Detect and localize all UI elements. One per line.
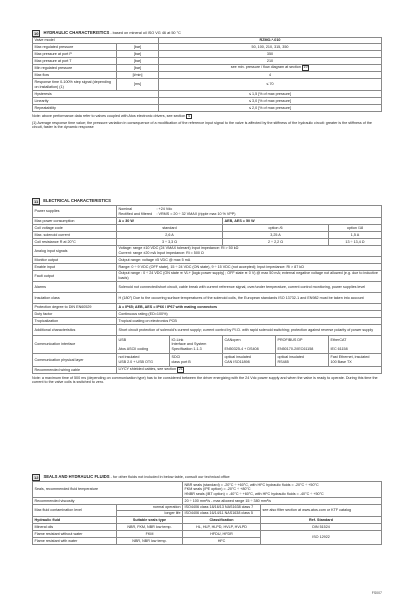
- row-label: Coil resistance R at 20°C: [33, 239, 117, 246]
- row-value: Continuous rating (ED=100%): [117, 311, 382, 318]
- row-sublabel: normal operation: [117, 505, 183, 511]
- row-value: 50, 100, 210, 315, 350: [159, 44, 382, 51]
- row-label: Insulation class: [33, 293, 117, 304]
- section-header: [32, 473, 382, 481]
- row-unit: [bar]: [117, 44, 159, 51]
- row-label: Min regulated pressure: [33, 65, 117, 72]
- section-hydraulic: [32, 29, 382, 130]
- row-value: ISO4406 class 16/14/11 NAS1638 class 5: [183, 511, 261, 517]
- section-number: 11: [34, 198, 39, 204]
- row-note: see also filter section at www.atos.com or KTF catalog: [261, 505, 382, 517]
- row-value: ≤ 70: [159, 79, 382, 91]
- section-seals: [32, 473, 382, 545]
- row-value: 2,6 A: [117, 232, 223, 239]
- phys-cell: Fast Ethernet, insulated 100 Base TX: [329, 354, 382, 367]
- row-value: 4: [159, 72, 382, 79]
- page-code: FS007: [371, 591, 382, 595]
- row-label: Response time 0-100% step signal (depending on installation) (1): [33, 79, 117, 91]
- row-value: 3 ÷ 3,3 Ω: [117, 239, 223, 246]
- note-response-time: (1) Average response time value; the pressure variation in consequence of a modification of the reference input signal to the valve is affected by the stiffness of the hydraulic circuit: greater is the stiffness of the circuit, faster is the dynamic response: [32, 120, 372, 130]
- section-number: 12: [34, 474, 39, 480]
- row-label: Max pressure at port T: [33, 58, 117, 65]
- section-title: SEALS AND HYDRAULIC FLUIDS - for other fluids not included in below table, consult our technical office: [43, 474, 230, 480]
- comm-cell: CANopen EN50325-4 + DS408: [223, 336, 276, 354]
- row-value: A = IP65; AEB, AES = IP66 / IP67 with mating connectors: [117, 304, 382, 311]
- row-label: Hysteresis: [33, 91, 159, 98]
- row-unit: [bar]: [117, 58, 159, 65]
- row-value: Solenoid not connected/short circuit, cable break with current reference signal, over/under temperature, current control monitoring, power supplies level: [117, 282, 382, 293]
- row-label: Additional characteristics: [33, 325, 117, 336]
- table-header-label: Valve model: [33, 38, 159, 44]
- row-label: Tropicalization: [33, 318, 117, 325]
- class-cell: HL, HLP, HLPD, HVLP, HVLPD: [183, 524, 261, 531]
- row-value: option /18: [329, 225, 382, 232]
- section-electrical: [32, 197, 382, 385]
- class-cell: HFDU, HFDR: [183, 531, 261, 538]
- seals-cell: NBR, FKM, NBR low temp.: [117, 524, 183, 531]
- phys-cell: optical insulated RS485: [276, 354, 329, 367]
- row-value: ≤ 1,5 [% of max pressure]: [159, 91, 382, 98]
- row-value: 13 ÷ 13,4 Ω: [329, 239, 382, 246]
- row-value: 350: [159, 51, 382, 58]
- row-label: Power supplies: [33, 206, 117, 218]
- row-label: Coil voltage code: [33, 225, 117, 232]
- row-value: Nominal : +24 Vdc Rectified and filtered : VRMS = 20 ÷ 32 VMAX (ripple max 10 % VPP): [117, 206, 382, 218]
- row-value: A = 30 W: [117, 218, 223, 225]
- row-value: LiYCY shielded cables, see section 21: [117, 367, 382, 374]
- col-header: Suitable seals type: [117, 517, 183, 524]
- seals-table: [32, 481, 382, 545]
- row-value: Output range: voltage ±5 VDC @ max 5 mA: [117, 257, 382, 264]
- fluid-cell: Flame resistant with water: [33, 538, 117, 545]
- row-value: see min. pressure / flow diagram at section 19: [159, 65, 382, 72]
- row-label: Fault output: [33, 271, 117, 282]
- section-title: HYDRAULIC CHARACTERISTICS - based on mineral oil ISO VG 46 at 50 °C: [43, 30, 181, 36]
- ref-cell: DIN 51524: [261, 524, 382, 531]
- note-performance: Note: above performance data refer to valves coupled with Atos electronic drivers, see section 4: [32, 113, 191, 118]
- row-label: Alarms: [33, 282, 117, 293]
- row-value: standard: [117, 225, 223, 232]
- seals-cell: NBR, NBR low temp.: [117, 538, 183, 545]
- class-cell: HFC: [183, 538, 261, 545]
- row-value: AEB, AES = 50 W: [223, 218, 382, 225]
- section-ref[interactable]: 21: [178, 367, 183, 372]
- row-value: ≤ 2,0 [% of max pressure]: [159, 105, 382, 112]
- row-label: Seals, recommended fluid temperature: [33, 482, 183, 498]
- row-value: ≤ 3,0 [% of max pressure]: [159, 98, 382, 105]
- col-header: Ref. Standard: [261, 517, 382, 524]
- phys-cell: optical insulated CAN ISO11898: [223, 354, 276, 367]
- row-value: Short circuit protection of solenoid's current supply; current control by P.I.D. with rapid solenoid switching; protection against reverse polarity of power supply: [117, 325, 382, 336]
- row-value: 2 ÷ 2,2 Ω: [223, 239, 329, 246]
- table-row: [33, 524, 382, 531]
- row-value: Range: 0 ÷ 9 VDC (OFF state), 15 ÷ 24 VDC (ON state), 9 ÷ 15 VDC (not accepted); Input impedance: Ri > 87 kΩ: [117, 264, 382, 271]
- section-header: [32, 197, 382, 205]
- row-label: Max fluid contamination level: [33, 505, 117, 517]
- col-header: Classification: [183, 517, 261, 524]
- comm-cell: PROFIBUS DP EN50170-2/IEC61158: [276, 336, 329, 354]
- row-label: Communication interface: [33, 336, 117, 354]
- row-label: Duty factor: [33, 311, 117, 318]
- row-label: Communication physical layer: [33, 354, 117, 367]
- section-number: 10: [34, 30, 39, 36]
- row-unit: [bar]: [117, 51, 159, 58]
- hydraulic-table: [32, 37, 382, 112]
- row-label: Monitor output: [33, 257, 117, 264]
- comm-cell: IO-Link Interface and System Specification 1.1.3: [170, 336, 223, 354]
- comm-cell: EtherCAT IEC 61158: [329, 336, 382, 354]
- row-value: 210: [159, 58, 382, 65]
- row-label: Recommended viscosity: [33, 498, 183, 505]
- row-value: 3,25 A: [223, 232, 329, 239]
- row-label: Enable input: [33, 264, 117, 271]
- table-row: [33, 531, 382, 538]
- phys-cell: not insulated USB 2.0 + USB OTG: [117, 354, 170, 367]
- ref-cell: ISO 12922: [261, 531, 382, 545]
- row-label: Max pressure at port P: [33, 51, 117, 58]
- comm-cell: USB Atos ASCII coding: [117, 336, 170, 354]
- row-label: Repeatability: [33, 105, 159, 112]
- row-value: Voltage: range ±10 VDC (24 VMAX tolerant) Input impedance: Ri > 50 kΩ Current: range ±20 mA Input impedance: Ri = 500 Ω: [117, 246, 382, 257]
- row-value: 20 ÷ 100 mm²/s - max allowed range 15 ÷ 380 mm²/s: [183, 498, 382, 505]
- section-header: [32, 29, 382, 37]
- row-label: Recommended wiring cable: [33, 367, 117, 374]
- row-value: NBR seals (standard) = -20°C ÷ +60°C, with HFC hydraulic fluids = -20°C ÷ +50°C FKM seals (/PE option) = -20°C ÷ +80°C HNBR seals (/BT option) = -40°C ÷ +60°C, with HFC hydraulic fluids = -40°C ÷ +50°C: [183, 482, 382, 498]
- fluid-cell: Flame resistant without water: [33, 531, 117, 538]
- table-header-value: RZMO-*-010: [159, 38, 382, 44]
- row-unit: [bar]: [117, 65, 159, 72]
- row-value: H (180°) Due to the occurring surface temperatures of the solenoid coils, the European standards ISO 13732-1 and EN982 must be taken into account: [117, 293, 382, 304]
- row-value: Tropical coating on electronics PCB: [117, 318, 382, 325]
- fluid-cell: Mineral oils: [33, 524, 117, 531]
- row-sublabel: longer life: [117, 511, 183, 517]
- row-label: Max. solenoid current: [33, 232, 117, 239]
- row-unit: [ms]: [117, 79, 159, 91]
- section-title: ELECTRICAL CHARACTERISTICS: [43, 198, 111, 204]
- row-label: Protection degree to DIN EN60529: [33, 304, 117, 311]
- row-label: Analog input signals: [33, 246, 117, 257]
- row-unit: [l/min]: [117, 72, 159, 79]
- row-label: Linearity: [33, 98, 159, 105]
- row-label: Max flow: [33, 72, 117, 79]
- section-ref[interactable]: 4: [187, 113, 191, 118]
- col-header: Hydraulic fluid: [33, 517, 117, 524]
- section-ref[interactable]: 19: [303, 65, 308, 70]
- note-electrical: Note: a maximum time of 500 ms (depending on communication type) has to be considered between the driver energizing with the 24 Vdc power supply and when the valve is ready to operate. During this time the current to the valve coils is switched to zero.: [32, 375, 378, 385]
- electrical-table: [32, 205, 382, 374]
- phys-cell: SDCI class port B: [170, 354, 223, 367]
- row-value: ISO4406 class 18/16/13 NAS1638 class 7: [183, 505, 261, 511]
- row-value: Output range : 0 ÷ 24 VDC (ON state ≅ VL+ [logic power supply] ; OFF state ≅ 0 V) @ max 50 mA; external negative voltage not allowed (e.g. due to inductive loads): [117, 271, 382, 282]
- seals-cell: FKM: [117, 531, 183, 538]
- row-value: 1,5 A: [329, 232, 382, 239]
- row-label: Max power consumption: [33, 218, 117, 225]
- row-value: option /6: [223, 225, 329, 232]
- row-label: Max regulated pressure: [33, 44, 117, 51]
